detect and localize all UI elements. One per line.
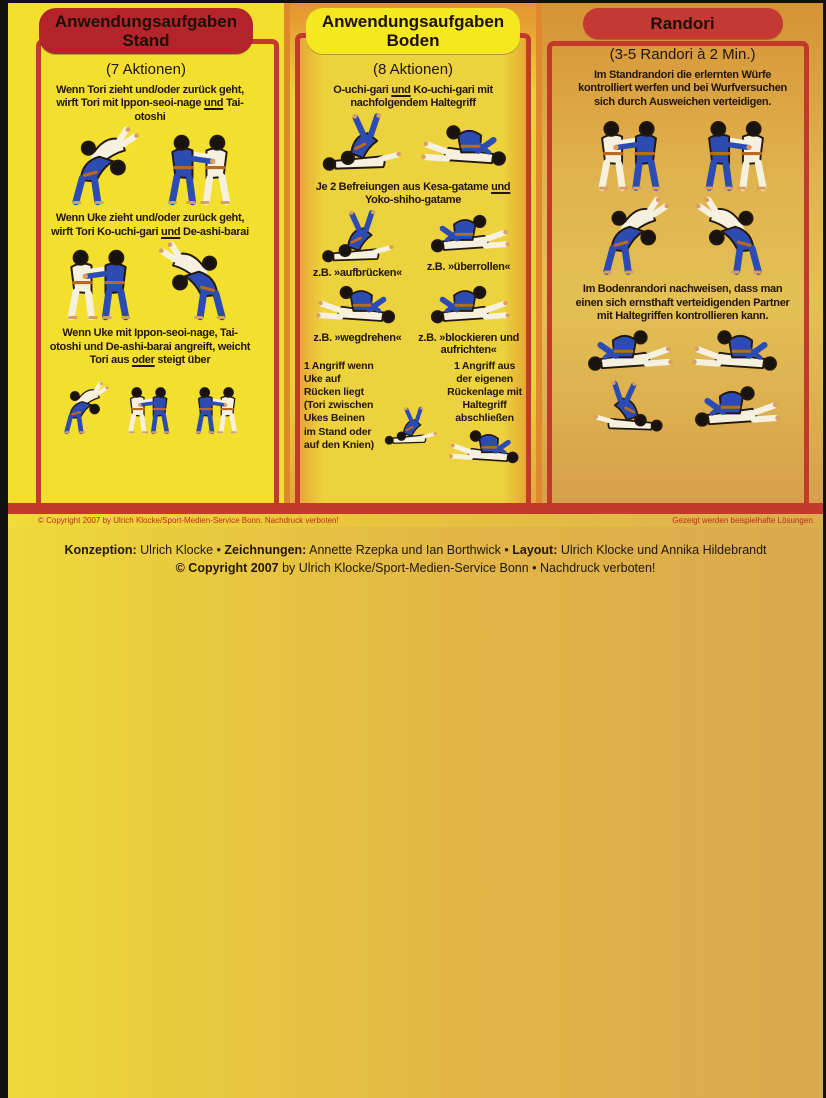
befreiung-caption: z.B. »blockieren und aufrichten« [418, 331, 520, 356]
judo-grip-illustration [579, 111, 679, 193]
boden-s1-after: Ko-uchi-gari mit nachfolgendem Haltegriff [350, 84, 493, 110]
randori-footnote: Gezeigt werden beispielhafte Lösungen. [672, 515, 815, 525]
stand-s1-before: Wenn Tori zieht und/oder zurück geht, wirft Tori mit Ippon-seoi-nage [56, 84, 244, 110]
boden-s2-after: Yoko-shiho-gatame [364, 194, 462, 207]
judo-throw-illustration [579, 195, 679, 277]
copyright-bold: © Copyright 2007 [175, 561, 279, 576]
judo-grip-illustration [115, 369, 182, 447]
judo-pin-illustration [579, 325, 679, 379]
judo-pin-illustration [686, 381, 786, 435]
stand-header [39, 8, 253, 54]
stand-section1-text [8, 84, 284, 124]
boden-content [290, 3, 536, 503]
column-stand [8, 3, 284, 503]
stand-copyright-footnote: © Copyright 2007 by Ulrich Klocke/Sport-Medien-Service Bonn. Nachdruck verboten! [38, 515, 339, 525]
befreiung-caption: z.B. »überrollen« [426, 260, 511, 273]
boden-befreiungen-grid [290, 210, 536, 356]
boden-s2-emph: und [491, 180, 511, 193]
stand-s1-after: Tai-otoshi [134, 97, 244, 123]
credits-footer [8, 527, 823, 1098]
judo-grip-illustration [183, 369, 250, 447]
boden-s2-before: Je 2 Befreiungen aus Kesa-gatame [315, 180, 492, 193]
boden-angriff-mid-illustration [377, 360, 443, 470]
boden-header [306, 8, 520, 54]
column-randori [542, 3, 823, 503]
credits-line2 [8, 559, 823, 577]
judo-grip-illustration [149, 126, 250, 206]
stand-illustration-row3 [8, 369, 284, 447]
judo-pin-illustration [442, 426, 528, 470]
judo-pin-illustration [415, 119, 515, 175]
boden-title-line1: Anwendungsaufgaben [321, 12, 505, 31]
randori-illustration-row1 [542, 111, 823, 193]
judo-grip-illustration [48, 241, 149, 321]
judo-groundroll-illustration [579, 381, 679, 435]
stand-s1-emph: und [203, 97, 224, 110]
stand-s3-emph: oder [131, 353, 155, 366]
layout-value: Ulrich Klocke und Annika Hildebrandt [557, 543, 767, 557]
stand-s2-before: Wenn Uke zieht und/oder zurück geht, wirft Tori Ko-uchi-gari [51, 212, 245, 238]
stand-title-line1: Anwendungsaufgaben [54, 12, 238, 31]
boden-illustration-row1 [290, 113, 536, 175]
befreiung-caption: z.B. »wegdrehen« [313, 331, 402, 344]
stand-s3-after: steigt über [154, 353, 211, 366]
befreiung-cell [304, 281, 411, 356]
boden-s1-emph: und [391, 84, 411, 97]
footnote-row [8, 514, 823, 527]
judo-throw-illustration [48, 126, 149, 206]
randori-text2: Im Bodenrandori nachweisen, dass man einen sich ernsthaft verteidigenden Partner mit Haltegriffen kontrollieren kann. [575, 283, 790, 323]
konzeption-label: Konzeption: [64, 543, 137, 557]
konzeption-value: Ulrich Klocke • [136, 543, 225, 557]
judo-pin-illustration [686, 325, 786, 379]
boden-section1-text [290, 84, 536, 111]
stand-s2-emph: und [161, 225, 181, 238]
randori-text1: Im Standrandori die erlernten Würfe kontrolliert werfen und bei Wurfversuchen sich durch Ausweichen verteidigen. [578, 69, 787, 108]
stand-subtitle: (7 Aktionen) [105, 61, 186, 79]
judo-pin-illustration [421, 281, 517, 331]
boden-title-line2: Boden [386, 31, 440, 51]
bottom-red-band [8, 503, 823, 514]
boden-subtitle: (8 Aktionen) [373, 61, 454, 79]
stand-section3-text [8, 327, 284, 367]
zeichnungen-value: Annette Rzepka und Ian Borthwick • [306, 543, 513, 557]
boden-angriff-right-text: 1 Angriff aus der eigenen Rückenlage mit Haltegriff abschließen [447, 359, 522, 425]
judo-pin-illustration [309, 281, 405, 331]
judo-throw-illustration [48, 369, 115, 447]
zeichnungen-label: Zeichnungen: [224, 543, 307, 557]
befreiung-cell [415, 210, 522, 279]
stand-title-line2: Stand [122, 31, 170, 51]
judo-groundroll-illustration [377, 384, 443, 470]
boden-section2-text [290, 181, 536, 208]
befreiung-cell [304, 210, 411, 279]
judo-grip-illustration [686, 111, 786, 193]
columns-area [8, 3, 823, 503]
poster-sheet [8, 3, 823, 574]
befreiung-caption: z.B. »aufbrücken« [312, 266, 402, 279]
boden-angriff-section [290, 356, 536, 470]
copyright-rest: by Ulrich Klocke/Sport-Medien-Service Bonn • Nachdruck verboten! [278, 561, 656, 576]
judo-pin-illustration [421, 210, 517, 260]
randori-header [583, 8, 783, 39]
boden-angriff-left-text: 1 Angriff wenn Uke auf Rücken liegt (Tori zwischen Ukes Beinen im Stand oder auf den Knien) [303, 359, 374, 451]
randori-title: Randori [650, 14, 715, 33]
judo-throw-illustration [149, 241, 250, 321]
stand-illustration-row1 [8, 126, 284, 206]
randori-illustration-row3 [542, 325, 823, 379]
befreiung-cell [415, 281, 522, 356]
stand-section2-text [8, 212, 284, 239]
randori-illustration-row4 [542, 381, 823, 435]
column-boden [290, 3, 536, 503]
layout-label: Layout: [512, 543, 558, 557]
stand-s2-after: De-ashi-barai [180, 225, 249, 238]
randori-illustration-row2 [542, 195, 823, 277]
randori-subtitle: (3-5 Randori à 2 Min.) [609, 46, 756, 64]
boden-angriff-right [445, 360, 524, 470]
stand-content [8, 3, 284, 503]
stand-illustration-row2 [8, 241, 284, 321]
stand-s3-before: Wenn Uke mit Ippon-seoi-nage, Tai-otoshi und De-ashi-barai angreift, weicht Tori aus [49, 327, 251, 366]
judo-throw-illustration [686, 195, 786, 277]
judo-groundroll-illustration [311, 113, 411, 175]
judo-groundroll-illustration [309, 210, 405, 266]
boden-s1-before: O-uchi-gari [333, 84, 392, 97]
randori-content [542, 3, 823, 503]
credits-line1 [8, 541, 823, 559]
